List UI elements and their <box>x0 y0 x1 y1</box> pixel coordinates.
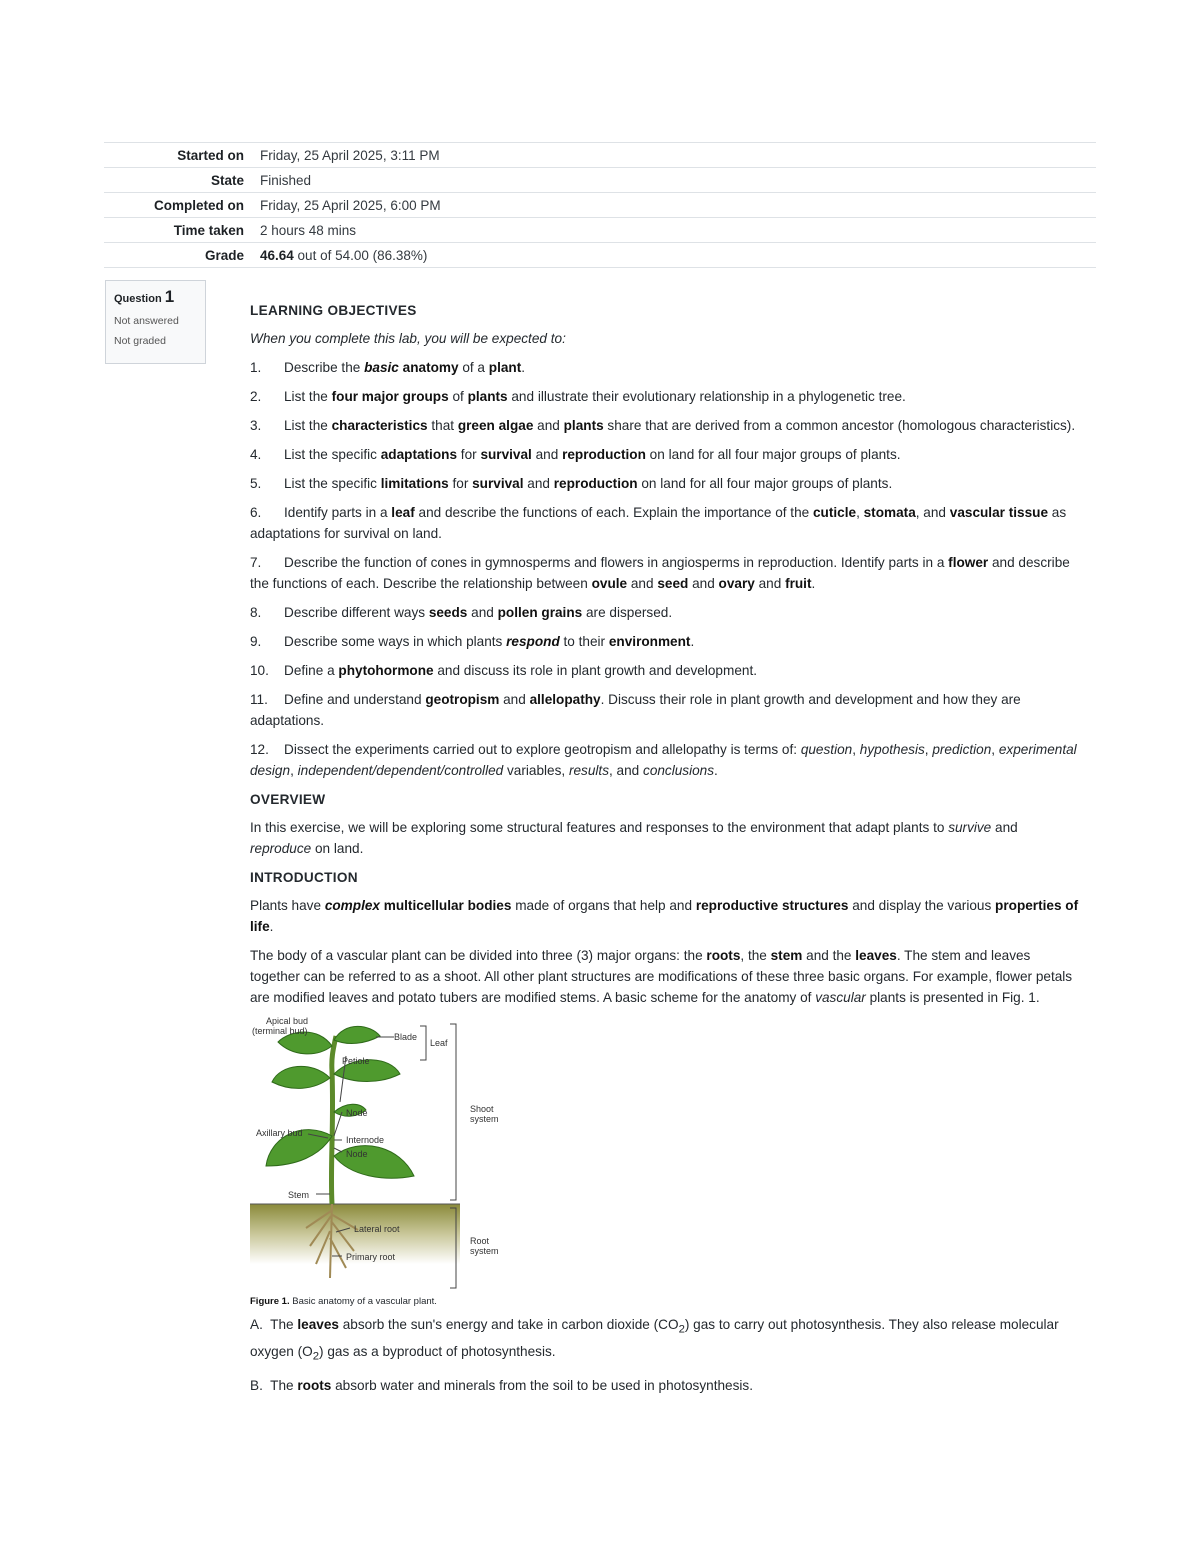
text-bold: survival <box>472 476 524 491</box>
text: ) gas to carry out photosynthesis. They also release molecular oxygen (O <box>250 1317 1059 1359</box>
text-bold: environment <box>608 634 691 649</box>
text-emph: basic <box>364 360 399 375</box>
text: on land for all four major groups of plants. <box>637 476 893 491</box>
objective-number: 6. <box>250 505 262 520</box>
text: The <box>270 1317 298 1332</box>
stem-shape <box>331 1036 336 1204</box>
text: The <box>270 1378 298 1394</box>
text: . <box>521 360 526 375</box>
text: and describe the functions of each. Describe the relationship between <box>250 555 1070 591</box>
intro-paragraph-2 <box>250 945 1080 1008</box>
text: . <box>690 634 695 649</box>
label-node-2: Node <box>346 1149 368 1159</box>
text: , <box>290 763 298 778</box>
text-bold: geotropism <box>425 692 500 707</box>
text: and the <box>802 948 856 963</box>
paragraph-b <box>250 1375 1080 1396</box>
text: In this exercise, we will be exploring some structural features and responses to the environment that adapt plants to <box>250 820 949 835</box>
summary-value: 2 hours 48 mins <box>260 222 357 238</box>
label-shoot: Shoot <box>470 1104 494 1114</box>
text: and <box>991 820 1018 835</box>
text: , the <box>740 948 771 963</box>
label-shoot-system: system <box>470 1114 499 1124</box>
summary-value: Friday, 25 April 2025, 6:00 PM <box>260 197 441 213</box>
text: for <box>448 476 473 491</box>
label-lateral-root: Lateral root <box>354 1224 400 1234</box>
summary-label: Grade <box>204 247 244 263</box>
text: and display the various <box>848 898 996 913</box>
objective-5 <box>250 473 1080 494</box>
text-bold: plants <box>467 389 508 404</box>
objective-number: 12. <box>250 742 269 757</box>
text-emph: respond <box>506 634 560 649</box>
text-bold: seed <box>657 576 689 591</box>
question-status: Not answered <box>114 315 179 327</box>
text-bold: stomata <box>863 505 916 520</box>
text: , <box>991 742 999 757</box>
text: Describe the <box>284 360 365 375</box>
text-bold: leaf <box>391 505 415 520</box>
text: Describe the function of cones in gymnosperms and flowers in angiosperms in reproduction. Identify parts in a <box>284 555 949 570</box>
text: to their <box>559 634 609 649</box>
text-bold: characteristics <box>331 418 428 433</box>
objective-number: 1. <box>250 360 262 375</box>
learning-objectives-heading: LEARNING OBJECTIVES <box>250 303 417 318</box>
text: Describe different ways <box>284 605 429 620</box>
summary-label: State <box>210 172 244 188</box>
label-axillary-bud: Axillary bud <box>256 1128 303 1138</box>
text-bold: anatomy <box>402 360 459 375</box>
text-bold: stem <box>770 948 803 963</box>
text-bold: reproduction <box>553 476 638 491</box>
summary-row-grade <box>104 243 1096 268</box>
label-leaf: Leaf <box>430 1038 448 1048</box>
label-terminal-bud: (terminal bud) <box>252 1026 308 1036</box>
summary-value: Friday, 25 April 2025, 3:11 PM <box>260 147 440 163</box>
text-bold: ovule <box>591 576 628 591</box>
objective-number: 10. <box>250 663 269 678</box>
subscript: 2 <box>312 1350 320 1363</box>
question-number <box>114 287 197 307</box>
item-letter: A. <box>250 1317 263 1332</box>
text: Define a <box>284 663 339 678</box>
text: of a <box>458 360 489 375</box>
text: , and <box>609 763 644 778</box>
text: that <box>427 418 458 433</box>
text: of <box>448 389 468 404</box>
grade-rest: out of 54.00 (86.38%) <box>293 247 428 263</box>
question-info-box <box>105 280 206 364</box>
question-grade-status: Not graded <box>114 335 166 347</box>
text-italic: hypothesis <box>859 742 925 757</box>
text: . <box>269 919 274 934</box>
text-bold: fruit <box>785 576 812 591</box>
leaves-shape <box>266 1026 414 1178</box>
text-bold: allelopathy <box>529 692 601 707</box>
label-apical-bud: Apical bud <box>266 1016 309 1026</box>
text-bold: pollen grains <box>497 605 583 620</box>
objective-8 <box>250 602 1080 623</box>
overview-paragraph <box>250 817 1080 859</box>
text: absorb water and minerals from the soil to be used in photosynthesis. <box>331 1378 753 1394</box>
text-bold: plants <box>563 418 604 433</box>
objective-1 <box>250 357 1080 378</box>
item-letter: B. <box>250 1378 263 1394</box>
objective-number: 11. <box>250 692 268 707</box>
text-italic: reproduce <box>250 841 312 856</box>
question-prefix: Question <box>114 293 162 305</box>
objective-number: 5. <box>250 476 262 491</box>
text: for <box>457 447 481 462</box>
text-italic: results <box>568 763 609 778</box>
text: on land for all four major groups of plants. <box>645 447 901 462</box>
text: as adaptations for survival on land. <box>250 505 1067 541</box>
objectives-intro <box>250 328 1080 349</box>
text-bold: cuticle <box>812 505 857 520</box>
objective-number: 8. <box>250 605 262 620</box>
text: and illustrate their evolutionary relationship in a phylogenetic tree. <box>507 389 906 404</box>
text: , <box>852 742 860 757</box>
objective-number: 3. <box>250 418 262 433</box>
text: and <box>688 576 719 591</box>
text-italic: experimental design <box>250 742 1077 778</box>
text-bold: phytohormone <box>338 663 434 678</box>
text-bold: roots <box>297 1378 332 1394</box>
text: . The stem and leaves together can be referred to as a shoot. All other plant structures are modifications of these three basic organs. For example, flower petals are modified leaves and potato tubers are modified stems. A basic scheme for the anatomy of <box>250 948 1073 1005</box>
text: plants is presented in Fig. 1. <box>865 990 1040 1005</box>
objective-7 <box>250 552 1080 594</box>
text-bold: multicellular bodies <box>383 898 512 913</box>
text-emph: complex <box>324 898 380 913</box>
summary-label: Started on <box>177 147 244 163</box>
paragraph-a <box>250 1314 1080 1367</box>
text: share that are derived from a common ancestor (homologous characteristics). <box>603 418 1076 433</box>
text-bold: vascular tissue <box>949 505 1049 520</box>
label-blade: Blade <box>394 1032 418 1042</box>
objective-12 <box>250 739 1080 781</box>
text: and discuss its role in plant growth and development. <box>433 663 757 678</box>
text: and <box>467 605 498 620</box>
summary-label: Time taken <box>173 222 244 238</box>
objective-number: 2. <box>250 389 262 404</box>
objective-number: 9. <box>250 634 262 649</box>
text-bold: adaptations <box>380 447 458 462</box>
label-root-system: system <box>470 1246 499 1256</box>
introduction-heading: INTRODUCTION <box>250 870 358 885</box>
text: . <box>811 576 816 591</box>
text-bold: four major groups <box>331 389 449 404</box>
text: and <box>754 576 786 591</box>
text-bold: leaves <box>297 1317 339 1332</box>
text: and <box>499 692 530 707</box>
text: List the <box>284 389 332 404</box>
objective-number: 4. <box>250 447 262 462</box>
grade-score: 46.64 <box>260 247 294 263</box>
text: and describe the functions of each. Explain the importance of the <box>414 505 813 520</box>
text: List the specific <box>284 447 381 462</box>
text: The body of a vascular plant can be divided into three (3) major organs: the <box>250 948 707 963</box>
overview-heading: OVERVIEW <box>250 792 326 807</box>
text-bold: leaves <box>855 948 897 963</box>
objective-11 <box>250 689 1080 731</box>
question-content <box>250 300 1080 1404</box>
text: ) gas as a byproduct of photosynthesis. <box>319 1343 556 1359</box>
summary-row-time <box>104 218 1096 243</box>
objective-9 <box>250 631 1080 652</box>
caption-bold: Figure 1. <box>250 1296 290 1307</box>
text-italic: independent/dependent/controlled <box>297 763 504 778</box>
text-bold: seeds <box>428 605 468 620</box>
text-italic: survive <box>948 820 992 835</box>
subscript: 2 <box>678 1323 685 1336</box>
text-italic: question <box>800 742 853 757</box>
text-italic: vascular <box>815 990 866 1005</box>
summary-label: Completed on <box>154 197 244 213</box>
text: and <box>533 418 564 433</box>
objective-number: 7. <box>250 555 262 570</box>
text-bold: limitations <box>380 476 449 491</box>
text-bold: reproductive structures <box>695 898 849 913</box>
summary-value: Finished <box>260 172 312 188</box>
summary-row-completed <box>104 193 1096 218</box>
text: absorb the sun's energy and take in carbon dioxide (CO <box>338 1317 679 1332</box>
text: Describe some ways in which plants <box>284 634 507 649</box>
text-italic: prediction <box>932 742 992 757</box>
text: , <box>856 505 864 520</box>
label-root: Root <box>470 1236 490 1246</box>
text: and <box>523 476 554 491</box>
text: List the specific <box>284 476 381 491</box>
text-bold: green algae <box>457 418 534 433</box>
text: Define and understand <box>284 692 426 707</box>
figure-caption <box>250 1296 520 1308</box>
text: made of organs that help and <box>511 898 696 913</box>
objective-4 <box>250 444 1080 465</box>
summary-row-started <box>104 143 1096 168</box>
intro-paragraph-1 <box>250 895 1080 937</box>
text-bold: reproduction <box>562 447 646 462</box>
label-internode: Internode <box>346 1135 385 1145</box>
text-bold: plant <box>488 360 522 375</box>
text: are dispersed. <box>582 605 673 620</box>
text: Plants have <box>250 898 325 913</box>
text: variables, <box>503 763 569 778</box>
label-node: Node <box>346 1108 368 1118</box>
summary-row-state <box>104 168 1096 193</box>
objectives-intro-text: When you complete this lab, you will be expected to: <box>250 331 566 346</box>
text-bold: roots <box>706 948 741 963</box>
question-number-value: 1 <box>164 287 175 306</box>
text: and <box>531 447 563 462</box>
text: on land. <box>311 841 364 856</box>
text: Dissect the experiments carried out to explore geotropism and allelopathy is terms of: <box>284 742 801 757</box>
text-italic: conclusions <box>643 763 715 778</box>
objective-10 <box>250 660 1080 681</box>
text: . <box>714 763 718 778</box>
label-primary-root: Primary root <box>346 1252 396 1262</box>
objective-2 <box>250 386 1080 407</box>
label-stem: Stem <box>288 1190 310 1200</box>
text: and <box>627 576 658 591</box>
summary-value <box>258 243 1096 268</box>
plant-anatomy-figure <box>250 1016 520 1308</box>
caption-text: Basic anatomy of a vascular plant. <box>289 1296 437 1307</box>
text-bold: flower <box>948 555 989 570</box>
label-petiole: Petiole <box>342 1056 370 1066</box>
quiz-summary-table <box>104 142 1096 268</box>
objective-6 <box>250 502 1080 544</box>
text: . Discuss their role in plant growth and development and how they are adaptations. <box>250 692 1021 728</box>
text: , and <box>915 505 950 520</box>
text-bold: survival <box>480 447 532 462</box>
plant-diagram <box>250 1016 520 1294</box>
text: Identify parts in a <box>284 505 392 520</box>
text: List the <box>284 418 332 433</box>
text-bold: ovary <box>718 576 755 591</box>
text-bold: properties of life <box>250 898 1079 934</box>
objective-3 <box>250 415 1080 436</box>
text: , <box>924 742 933 757</box>
